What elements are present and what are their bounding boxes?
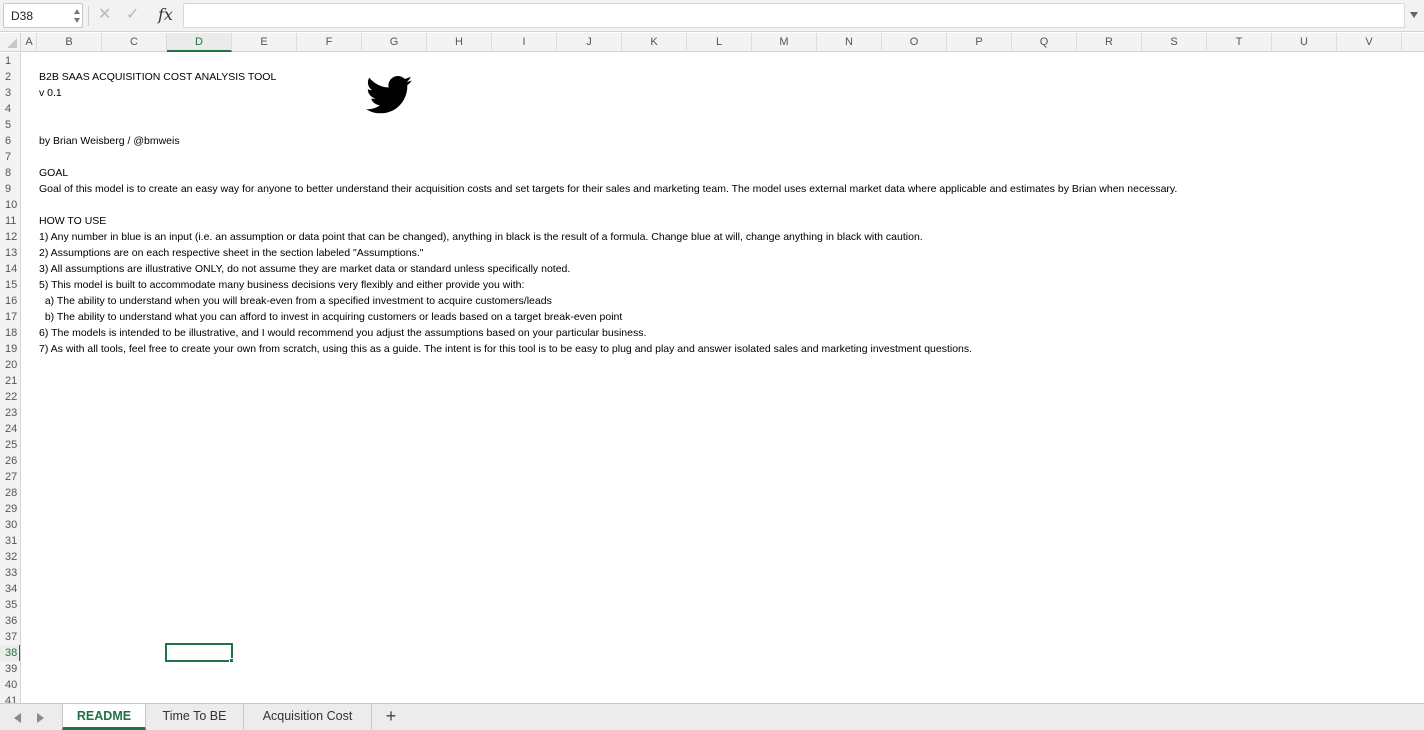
row-header-9[interactable]: 9 bbox=[5, 183, 12, 195]
row-header-28[interactable]: 28 bbox=[5, 487, 18, 499]
row-header-14[interactable]: 14 bbox=[5, 263, 18, 275]
column-header-a[interactable]: A bbox=[22, 33, 37, 52]
column-header-e[interactable]: E bbox=[232, 33, 297, 52]
row-header-26[interactable]: 26 bbox=[5, 455, 18, 467]
row-header-19[interactable]: 19 bbox=[5, 343, 18, 355]
row-header-10[interactable]: 10 bbox=[5, 199, 18, 211]
row-header-8[interactable]: 8 bbox=[5, 167, 12, 179]
column-header-n[interactable]: N bbox=[817, 33, 882, 52]
column-header-s[interactable]: S bbox=[1142, 33, 1207, 52]
row-header-2[interactable]: 2 bbox=[5, 71, 12, 83]
row-header-13[interactable]: 13 bbox=[5, 247, 18, 259]
formula-bar bbox=[0, 0, 1424, 32]
row-header-12[interactable]: 12 bbox=[5, 231, 18, 243]
add-sheet-icon[interactable]: + bbox=[385, 706, 397, 726]
select-all-icon bbox=[7, 38, 17, 48]
insert-function-icon[interactable]: fx bbox=[158, 5, 173, 24]
column-header-j[interactable]: J bbox=[557, 33, 622, 52]
row-header-17[interactable]: 17 bbox=[5, 311, 18, 323]
row-header-35[interactable]: 35 bbox=[5, 599, 18, 611]
row-header-24[interactable]: 24 bbox=[5, 423, 18, 435]
row-header-39[interactable]: 39 bbox=[5, 663, 18, 675]
column-header-row bbox=[0, 33, 1424, 52]
name-box-up-icon[interactable] bbox=[74, 9, 80, 14]
row-header-30[interactable]: 30 bbox=[5, 519, 18, 531]
column-header-l[interactable]: L bbox=[687, 33, 752, 52]
formula-input[interactable] bbox=[183, 3, 1405, 28]
sheet-tab-bar bbox=[0, 703, 1424, 730]
cell-b3-version[interactable]: v 0.1 bbox=[39, 87, 62, 99]
cell-b13-how-item[interactable]: 2) Assumptions are on each respective sheet in the section labeled "Assumptions." bbox=[39, 247, 424, 259]
column-header-q[interactable]: Q bbox=[1012, 33, 1077, 52]
column-header-b[interactable]: B bbox=[37, 33, 102, 52]
selected-cell-d38[interactable] bbox=[165, 643, 233, 662]
cell-b2-title[interactable]: B2B SAAS ACQUISITION COST ANALYSIS TOOL bbox=[39, 71, 277, 83]
column-header-f[interactable]: F bbox=[297, 33, 362, 52]
row-header-20[interactable]: 20 bbox=[5, 359, 18, 371]
row-header-27[interactable]: 27 bbox=[5, 471, 18, 483]
row-header-22[interactable]: 22 bbox=[5, 391, 18, 403]
column-header-g[interactable]: G bbox=[362, 33, 427, 52]
column-header-m[interactable]: M bbox=[752, 33, 817, 52]
row-header-41[interactable]: 41 bbox=[5, 695, 18, 703]
enter-icon[interactable]: ✓ bbox=[126, 6, 140, 23]
row-header-38[interactable]: 38 bbox=[0, 645, 21, 661]
row-header-29[interactable]: 29 bbox=[5, 503, 18, 515]
column-header-t[interactable]: T bbox=[1207, 33, 1272, 52]
row-header-1[interactable]: 1 bbox=[5, 55, 12, 67]
cell-b17-how-item[interactable]: b) The ability to understand what you can afford to invest in acquiring customers or leads based on a target break-even point bbox=[39, 311, 623, 323]
row-header-36[interactable]: 36 bbox=[5, 615, 18, 627]
row-header-33[interactable]: 33 bbox=[5, 567, 18, 579]
name-box-down-icon[interactable] bbox=[74, 18, 80, 23]
formula-bar-divider bbox=[88, 6, 89, 26]
cell-b16-how-item[interactable]: a) The ability to understand when you will break-even from a specified investment to acquire customers/leads bbox=[39, 295, 552, 307]
column-header-d[interactable]: D bbox=[167, 33, 232, 52]
row-header-32[interactable]: 32 bbox=[5, 551, 18, 563]
row-header-column bbox=[0, 53, 21, 703]
cell-b6-author[interactable]: by Brian Weisberg / @bmweis bbox=[39, 135, 180, 147]
row-header-3[interactable]: 3 bbox=[5, 87, 12, 99]
row-header-37[interactable]: 37 bbox=[5, 631, 18, 643]
expand-formula-bar-icon[interactable] bbox=[1410, 12, 1418, 18]
cell-b14-how-item[interactable]: 3) All assumptions are illustrative ONLY, do not assume they are market data or standard unless specifically noted. bbox=[39, 263, 571, 275]
cell-b8-goal-heading[interactable]: GOAL bbox=[39, 167, 69, 179]
row-header-40[interactable]: 40 bbox=[5, 679, 18, 691]
row-header-18[interactable]: 18 bbox=[5, 327, 18, 339]
column-header-v[interactable]: V bbox=[1337, 33, 1402, 52]
row-header-23[interactable]: 23 bbox=[5, 407, 18, 419]
cancel-icon[interactable]: ✕ bbox=[98, 6, 112, 23]
row-header-25[interactable]: 25 bbox=[5, 439, 18, 451]
row-header-11[interactable]: 11 bbox=[5, 215, 17, 227]
cell-b12-how-item[interactable]: 1) Any number in blue is an input (i.e. an assumption or data point that can be changed), anything in black is the result of a formula. Change blue at will, change anything in black with caution. bbox=[39, 231, 923, 243]
row-header-5[interactable]: 5 bbox=[5, 119, 12, 131]
column-header-h[interactable]: H bbox=[427, 33, 492, 52]
name-box-value: D38 bbox=[11, 9, 34, 23]
row-header-6[interactable]: 6 bbox=[5, 135, 12, 147]
sheet-tab-time-to-be[interactable]: Time To BE bbox=[146, 704, 244, 730]
cell-b11-how-heading[interactable]: HOW TO USE bbox=[39, 215, 107, 227]
sheet-tab-readme[interactable]: README bbox=[62, 704, 146, 730]
column-header-u[interactable]: U bbox=[1272, 33, 1337, 52]
row-header-15[interactable]: 15 bbox=[5, 279, 18, 291]
row-header-34[interactable]: 34 bbox=[5, 583, 18, 595]
previous-sheet-icon[interactable] bbox=[14, 713, 21, 723]
cell-grid[interactable] bbox=[22, 53, 1424, 703]
column-header-r[interactable]: R bbox=[1077, 33, 1142, 52]
cell-b19-how-item[interactable]: 7) As with all tools, feel free to create your own from scratch, using this as a guide. The intent is for this tool is to be easy to plug and play and answer isolated sales and marketing investment questions. bbox=[39, 343, 973, 355]
sheet-tab-acquisition-cost[interactable]: Acquisition Cost bbox=[244, 704, 372, 730]
row-header-16[interactable]: 16 bbox=[5, 295, 18, 307]
column-header-o[interactable]: O bbox=[882, 33, 947, 52]
twitter-bird-icon[interactable] bbox=[366, 75, 412, 115]
cell-b15-how-item[interactable]: 5) This model is built to accommodate many business decisions very flexibly and either provide you with: bbox=[39, 279, 525, 291]
column-header-i[interactable]: I bbox=[492, 33, 557, 52]
column-header-filler bbox=[1402, 33, 1424, 52]
row-header-31[interactable]: 31 bbox=[5, 535, 18, 547]
cell-b18-how-item[interactable]: 6) The models is intended to be illustrative, and I would recommend you adjust the assumptions based on your particular business. bbox=[39, 327, 647, 339]
row-header-4[interactable]: 4 bbox=[5, 103, 12, 115]
next-sheet-icon[interactable] bbox=[37, 713, 44, 723]
fill-handle[interactable] bbox=[229, 658, 234, 663]
name-box[interactable] bbox=[3, 3, 83, 28]
cell-b9-goal-text[interactable]: Goal of this model is to create an easy way for anyone to better understand their acquisition costs and set targets for their sales and marketing team. The model uses external market data where applicable and estimates by Brian when necessary. bbox=[39, 183, 1178, 195]
select-all-corner[interactable] bbox=[0, 33, 21, 52]
row-header-7[interactable]: 7 bbox=[5, 151, 12, 163]
column-header-p[interactable]: P bbox=[947, 33, 1012, 52]
row-header-21[interactable]: 21 bbox=[5, 375, 18, 387]
column-header-c[interactable]: C bbox=[102, 33, 167, 52]
column-header-k[interactable]: K bbox=[622, 33, 687, 52]
